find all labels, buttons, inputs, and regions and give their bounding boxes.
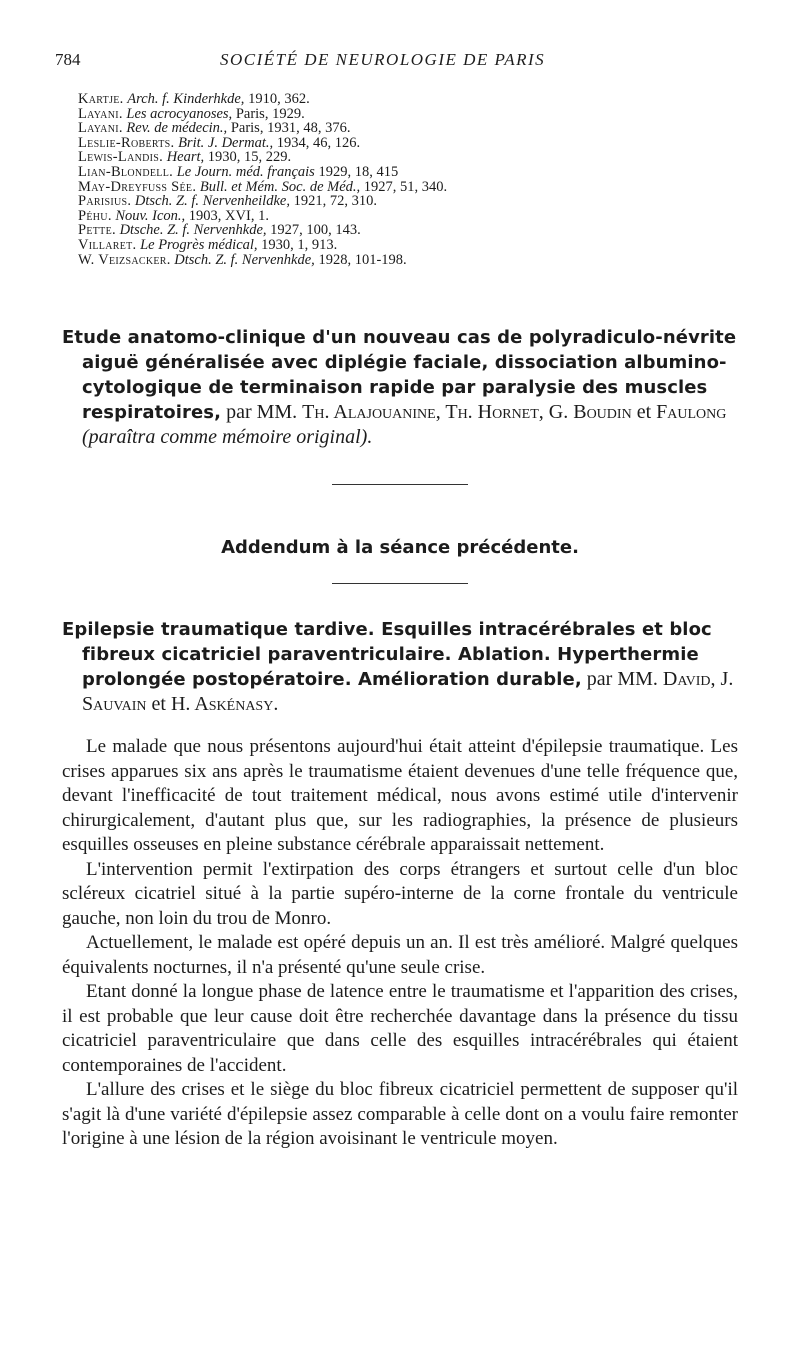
reference-journal: Dtsch. Z. f. Nervenheildke, (134, 193, 290, 210)
reference-author: Layani. (78, 120, 123, 137)
reference-journal: Le Progrès médical, (140, 236, 258, 253)
article-1-last-author: Faulong (656, 401, 727, 423)
reference-journal: Les acrocyanoses, (126, 105, 233, 122)
reference-details: 1929, 18, 415 (318, 163, 399, 180)
paragraph: L'allure des crises et le siège du bloc fibreux cicatriciel permettent de supposer qu'il s'agit là d'une variété d'épilepsie assez comparable à celle dont on a voulu faire remonter l'origine à une lésion de la région avoisinant le ventricule moyen. (62, 1079, 738, 1149)
running-title: SOCIÉTÉ DE NEUROLOGIE DE PARIS (220, 50, 546, 69)
reference-item (78, 150, 758, 165)
article-1-par: par MM. (226, 401, 298, 423)
article-1-note: (paraîtra comme mémoire original). (82, 426, 373, 448)
page-header (55, 50, 745, 74)
article-2-last-author: H. Askénasy. (170, 693, 279, 715)
reference-journal: Dtsch. Z. f. Nervenhkde, (174, 251, 315, 268)
divider (332, 484, 468, 485)
article-2-et: et (151, 693, 166, 715)
reference-item (78, 238, 758, 253)
reference-details: 1928, 101-198. (318, 251, 407, 268)
reference-details: 1910, 362. (248, 91, 310, 107)
reference-author: W. Veizsacker. (78, 251, 171, 268)
paragraph: L'intervention permit l'extirpation des corps étrangers et surtout celle d'un bloc scléreux cicatriel situé à la partie supéro-interne de la corne frontale du ventricule gauche, non loin du trou de Monro. (62, 858, 738, 929)
article-2-title: Epilepsie traumatique tardive. Esquilles intracérébrales et bloc fibreux cicatriciel paraventriculaire. Ablation. Hyperthermie prolongée postopératoire. Amélioration durable, (62, 619, 712, 690)
reference-item (78, 121, 758, 136)
reference-author: Lian-Blondell. (78, 163, 174, 180)
reference-author: Lewis-Landis. (78, 149, 164, 166)
reference-details: Paris, 1929. (235, 105, 305, 122)
section-title: Addendum à la séance précédente. (221, 537, 579, 558)
reference-item (78, 194, 758, 209)
reference-journal: Nouv. Icon., (115, 207, 186, 224)
reference-journal: Dtsche. Z. f. Nervenhkde, (119, 222, 267, 239)
reference-journal: Le Journ. méd. français (176, 163, 315, 180)
reference-author: Kartje. (78, 91, 124, 107)
reference-list (78, 92, 758, 267)
paragraph: Le malade que nous présentons aujourd'hui était atteint d'épilepsie traumatique. Les crises apparues six ans après le traumatisme étaient devenues d'une telle fréquence que, devant l'inefficacité de tout traitement médical, nous avons estimé utile d'intervenir chirurgicalement, d'autant plus que, sur les radiographies, la présence de plusieurs esquilles osseuses en pleine substance cérébrale apparaissait nettement. (62, 736, 738, 855)
reference-details: 1927, 51, 340. (363, 178, 448, 195)
reference-author: Villaret. (78, 236, 137, 253)
reference-item (78, 253, 758, 268)
reference-item (78, 209, 758, 224)
page-number: 784 (55, 50, 81, 69)
reference-item (78, 107, 758, 122)
reference-author: May-Dreyfuss Sée. (78, 178, 197, 195)
article-2-heading (62, 617, 758, 717)
article-1-et: et (636, 401, 652, 423)
reference-details: Paris, 1931, 48, 376. (230, 120, 351, 137)
reference-journal: Arch. f. Kinderhkde, (127, 91, 245, 107)
reference-item (78, 165, 758, 180)
reference-item (78, 180, 758, 195)
article-1-title: Etude anatomo-clinique d'un nouveau cas de polyradiculo-névrite aiguë généralisée avec diplégie faciale, dissociation albumino-cytologique de terminaison rapide par paralysie des muscles respiratoires, (62, 327, 737, 423)
divider (332, 583, 468, 584)
reference-item (78, 223, 758, 238)
reference-details: 1927, 100, 143. (270, 222, 361, 239)
reference-author: Pette. (78, 222, 116, 239)
reference-journal: Brit. J. Dermat., (178, 134, 274, 151)
reference-details: 1934, 46, 126. (276, 134, 361, 151)
reference-author: Parisius. (78, 193, 132, 210)
reference-details: 1903, XVI, 1. (188, 207, 269, 224)
article-2-body (62, 735, 738, 1152)
article-1-heading (62, 325, 758, 450)
reference-journal: Bull. et Mém. Soc. de Méd., (199, 178, 361, 195)
reference-journal: Rev. de médecin., (126, 120, 228, 137)
reference-details: 1921, 72, 310. (293, 193, 377, 210)
article-2-authors: David, J. Sauvain (82, 668, 734, 715)
paragraph: Actuellement, le malade est opéré depuis un an. Il est très amélioré. Malgré quelques équivalents nocturnes, il n'a présenté qu'une seule crise. (62, 932, 738, 978)
reference-item (78, 92, 758, 107)
reference-details: 1930, 15, 229. (207, 149, 292, 166)
reference-item (78, 136, 758, 151)
reference-journal: Heart, (166, 149, 205, 166)
paragraph: Etant donné la longue phase de latence entre le traumatisme et l'apparition des crises, il est probable que leur cause doit être recherchée davantage dans la présence du tissu cicatriciel paraventriculaire que dans celle des esquilles intracérébrales qui étaient contemporaines de l'accident. (62, 981, 738, 1076)
article-1-authors: Th. Alajouanine, Th. Hornet, G. Boudin (302, 401, 632, 423)
reference-author: Layani. (78, 105, 123, 122)
reference-author: Leslie-Roberts. (78, 134, 175, 151)
article-2-par: par MM. (586, 668, 658, 690)
reference-details: 1930, 1, 913. (261, 236, 338, 253)
reference-author: Péhu. (78, 207, 112, 224)
